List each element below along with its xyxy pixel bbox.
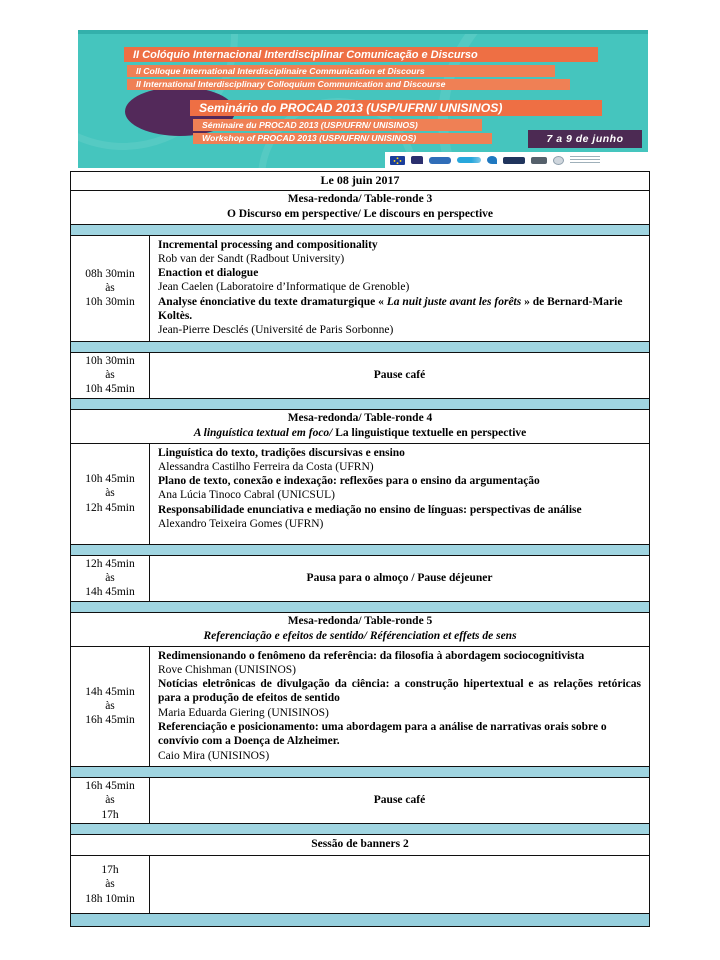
event-banner xyxy=(78,30,648,168)
round4-title: Mesa-redonda/ Table-ronde 4 xyxy=(287,411,433,424)
banners-session-header: Sessão de banners 2 xyxy=(71,835,649,856)
time-end: 16h 45min xyxy=(85,714,135,727)
time-to: às xyxy=(105,368,115,381)
talk-speaker: Rob van der Sandt (Radbout University) xyxy=(158,252,345,265)
talk-title xyxy=(158,295,641,324)
talk-title-italic-part: La nuit juste avant les forêts xyxy=(386,295,522,308)
banner-title-pt: II Colóquio Internacional Interdisciplinar Comunicação e Discurso xyxy=(124,47,598,62)
partner-logo-6 xyxy=(503,157,525,164)
time-slot xyxy=(71,353,150,398)
talk-title: Enaction et dialogue xyxy=(158,267,259,280)
time-slot xyxy=(71,444,150,544)
session-content xyxy=(150,647,649,766)
time-to: às xyxy=(105,700,115,713)
talk-title: Redimensionando o fenômeno da referência: da filosofia à abordagem sociocognitivista xyxy=(158,649,585,662)
partner-logo-5 xyxy=(487,156,497,164)
partner-logo-8 xyxy=(553,156,564,165)
time-end: 12h 45min xyxy=(85,501,135,514)
time-start: 12h 45min xyxy=(85,557,135,570)
talk-speaker: Maria Eduarda Giering (UNISINOS) xyxy=(158,706,329,719)
separator-bar xyxy=(71,602,649,613)
session-content xyxy=(150,444,649,544)
break-row-coffee-1 xyxy=(71,353,649,399)
time-start: 08h 30min xyxy=(85,267,135,280)
partner-logo-2 xyxy=(411,156,423,164)
talk-title: Linguística do texto, tradições discursivas e ensino xyxy=(158,446,405,459)
round4-header xyxy=(71,410,649,444)
banner-title-en: II International Interdisciplinary Colloquium Communication and Discourse xyxy=(127,79,570,91)
time-end: 17h xyxy=(101,808,119,821)
time-slot xyxy=(71,647,150,766)
round5-subtitle: Referenciação e efeitos de sentido/ Référenciation et effets de sens xyxy=(203,630,517,643)
time-to: às xyxy=(105,281,115,294)
time-to: às xyxy=(105,571,115,584)
session-row-round3 xyxy=(71,236,649,342)
break-label: Pause café xyxy=(373,368,426,381)
talk-speaker: Jean-Pierre Desclés (Université de Paris Sorbonne) xyxy=(158,324,394,337)
break-row-lunch xyxy=(71,556,649,602)
time-end: 10h 30min xyxy=(85,296,135,309)
eu-flag-icon xyxy=(390,156,405,165)
talk-speaker: Alexandro Teixeira Gomes (UFRN) xyxy=(158,518,324,531)
break-label: Pausa para o almoço / Pause déjeuner xyxy=(306,571,493,584)
time-start: 16h 45min xyxy=(85,780,135,793)
time-end: 18h 10min xyxy=(85,892,135,905)
time-to: às xyxy=(105,487,115,500)
partner-logo-7 xyxy=(531,157,547,164)
talk-title-part: Analyse énonciative du texte dramaturgique « xyxy=(158,295,387,308)
round4-subtitle-rest: La linguistique textuelle en perspective xyxy=(332,427,527,440)
talk-speaker: Alessandra Castilho Ferreira da Costa (UFRN) xyxy=(158,460,374,473)
round3-subtitle: O Discurso em perspective/ Le discours en perspective xyxy=(226,208,494,220)
banner-top-edge xyxy=(78,30,648,34)
partner-logo-strip xyxy=(385,152,648,168)
round5-title: Mesa-redonda/ Table-ronde 5 xyxy=(287,614,433,627)
session-row-round5 xyxy=(71,647,649,767)
talk-title: Plano de texto, conexão e indexação: reflexões para o ensino da argumentação xyxy=(158,475,540,488)
time-to: às xyxy=(105,878,115,891)
time-start: 17h xyxy=(101,864,119,876)
talk-title: Incremental processing and compositionality xyxy=(158,238,378,251)
time-end: 14h 45min xyxy=(85,586,135,599)
session-row-banners xyxy=(71,856,649,914)
round4-subtitle-italic: A linguística textual em foco/ xyxy=(193,427,333,440)
talk-speaker: Rove Chishman (UNISINOS) xyxy=(158,663,296,676)
schedule-table xyxy=(70,171,650,927)
talk-speaker: Ana Lúcia Tinoco Cabral (UNICSUL) xyxy=(158,489,335,502)
talk-speaker: Jean Caelen (Laboratoire d’Informatique de Grenoble) xyxy=(158,281,410,294)
time-slot xyxy=(71,236,150,341)
separator-bar xyxy=(71,824,649,835)
partner-logo-3 xyxy=(429,157,451,164)
time-start: 14h 45min xyxy=(85,685,135,698)
talk-title: Responsabilidade enunciativa e mediação no ensino de línguas: perspectivas de análise xyxy=(158,503,582,516)
banner-seminar-pt: Seminário do PROCAD 2013 (USP/UFRN/ UNISINOS) xyxy=(190,100,602,116)
session-content xyxy=(150,236,649,341)
time-start: 10h 30min xyxy=(85,354,135,367)
session-row-round4 xyxy=(71,444,649,545)
separator-bar-final xyxy=(71,914,649,926)
talk-speaker: Caio Mira (UNISINOS) xyxy=(158,749,270,762)
time-start: 10h 45min xyxy=(85,473,135,486)
banner-title-fr: II Colloque International Interdisciplinaire Communication et Discours xyxy=(127,65,555,77)
break-label: Pause café xyxy=(373,794,426,807)
talk-title: Referenciação e posicionamento: uma abordagem para a análise de narrativas orais sobre o convívio com a Doença de Alzheimer. xyxy=(158,721,607,748)
banner-seminar-fr: Séminaire du PROCAD 2013 (USP/UFRN/ UNISINOS) xyxy=(193,119,482,131)
round4-subtitle xyxy=(75,426,645,442)
separator-bar xyxy=(71,225,649,236)
banner-seminar-en: Workshop of PROCAD 2013 (USP/UFRN/ UNISINOS) xyxy=(193,133,492,145)
separator-bar xyxy=(71,399,649,410)
date-header: Le 08 juin 2017 xyxy=(71,172,649,191)
separator-bar xyxy=(71,767,649,778)
session-content-empty xyxy=(150,856,649,913)
time-end: 10h 45min xyxy=(85,383,135,396)
round3-title: Mesa-redonda/ Table-ronde 3 xyxy=(287,192,433,205)
partner-logo-9 xyxy=(570,156,600,165)
event-date-badge: 7 a 9 de junho xyxy=(528,130,642,148)
talk-title: Notícias eletrônicas de divulgação da ciência: a construção hipertextual e as relações retóricas para a produção de efeitos de sentido xyxy=(158,678,641,705)
separator-bar xyxy=(71,545,649,556)
separator-bar xyxy=(71,342,649,353)
partner-logo-4 xyxy=(457,157,481,163)
time-slot xyxy=(71,856,150,913)
break-row-coffee-2 xyxy=(71,778,649,824)
round5-header xyxy=(71,613,649,647)
time-slot xyxy=(71,778,150,823)
time-slot xyxy=(71,556,150,601)
round3-header xyxy=(71,191,649,225)
time-to: às xyxy=(105,794,115,807)
talk-title-part: » de Bernard-Marie Koltès. xyxy=(158,295,623,322)
